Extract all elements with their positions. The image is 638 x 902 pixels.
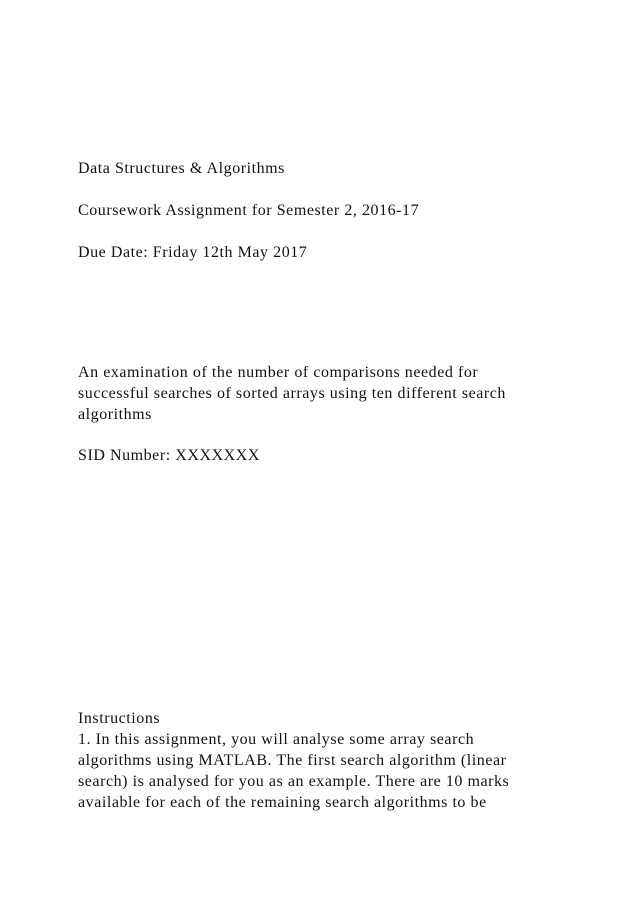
- course-title: Data Structures & Algorithms: [78, 160, 285, 177]
- instructions-line-2: algorithms using MATLAB. The first search algorithm (linear: [78, 752, 507, 769]
- instructions-line-4: available for each of the remaining search algorithms to be: [78, 794, 487, 811]
- due-date-line: Due Date: Friday 12th May 2017: [78, 244, 308, 261]
- instructions-line-1: 1. In this assignment, you will analyse some array search: [78, 731, 475, 748]
- description-line-3: algorithms: [78, 406, 152, 423]
- instructions-line-3: search) is analysed for you as an example. There are 10 marks: [78, 773, 510, 790]
- instructions-heading: Instructions: [78, 710, 161, 727]
- assignment-line: Coursework Assignment for Semester 2, 2016-17: [78, 202, 420, 219]
- description-line-2: successful searches of sorted arrays using ten different search: [78, 385, 506, 402]
- sid-number-line: SID Number: XXXXXXX: [78, 447, 260, 464]
- description-line-1: An examination of the number of comparisons needed for: [78, 364, 479, 381]
